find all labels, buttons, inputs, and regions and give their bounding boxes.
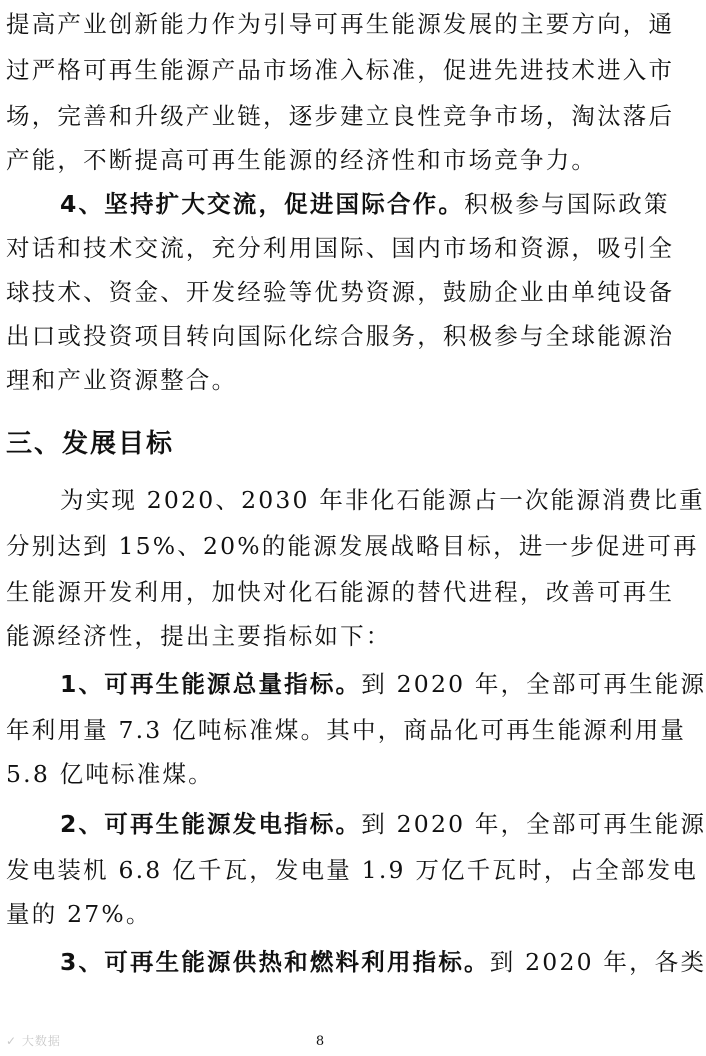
paragraph-line: 年利用量 7.3 亿吨标准煤。其中，商品化可再生能源利用量 (6, 716, 687, 744)
paragraph-line: 提高产业创新能力作为引导可再生能源发展的主要方向，通 (6, 10, 675, 38)
target-1-first-line (60, 660, 706, 708)
paragraph-line: 场，完善和升级产业链，逐步建立良性竞争市场，淘汰落后 (6, 102, 675, 130)
paragraph-line: 对话和技术交流，充分利用国际、国内市场和资源，吸引全 (6, 234, 675, 262)
target-3-text: 到 2020 年，各类 (489, 948, 706, 976)
target-1-text: 到 2020 年，全部可再生能源 (361, 670, 706, 698)
watermark-logo (6, 1032, 61, 1049)
paragraph-line: 出口或投资项目转向国际化综合服务，积极参与全球能源治 (6, 322, 675, 350)
target-3-title: 3、可再生能源供热和燃料利用指标。 (60, 948, 490, 976)
paragraph-line: 量的 27%。 (6, 900, 152, 928)
paragraph-line: 产能，不断提高可再生能源的经济性和市场竞争力。 (6, 146, 598, 174)
paragraph-line: 球技术、资金、开发经验等优势资源，鼓励企业由单纯设备 (6, 278, 675, 306)
item-4-first-line (60, 180, 670, 228)
target-3-first-line (60, 938, 706, 986)
paragraph-line: 发电装机 6.8 亿千瓦，发电量 1.9 万亿千瓦时，占全部发电 (6, 856, 699, 884)
item-4-title: 4、坚持扩大交流，促进国际合作。 (60, 190, 465, 218)
page-number: 8 (315, 1034, 325, 1049)
paragraph-line: 理和产业资源整合。 (6, 366, 238, 394)
target-2-first-line (60, 800, 706, 848)
paragraph-line: 能源经济性，提出主要指标如下： (6, 622, 392, 650)
section-heading: 三、发展目标 (6, 429, 175, 459)
paragraph-line: 为实现 2020、2030 年非化石能源占一次能源消费比重 (60, 486, 705, 514)
paragraph-line: 生能源开发利用，加快对化石能源的替代进程，改善可再生 (6, 578, 675, 606)
paragraph-line: 5.8 亿吨标准煤。 (6, 760, 214, 788)
watermark-text: 大数据 (21, 1034, 61, 1048)
paragraph-line: 分别达到 15%、20%的能源发展战略目标，进一步促进可再 (6, 532, 699, 560)
target-1-title: 1、可再生能源总量指标。 (60, 670, 362, 698)
target-2-text: 到 2020 年，全部可再生能源 (361, 810, 706, 838)
watermark-icon: ✓ (6, 1034, 18, 1048)
item-4-text: 积极参与国际政策 (464, 190, 670, 218)
paragraph-line: 过严格可再生能源产品市场准入标准，促进先进技术进入市 (6, 56, 675, 84)
target-2-title: 2、可再生能源发电指标。 (60, 810, 362, 838)
